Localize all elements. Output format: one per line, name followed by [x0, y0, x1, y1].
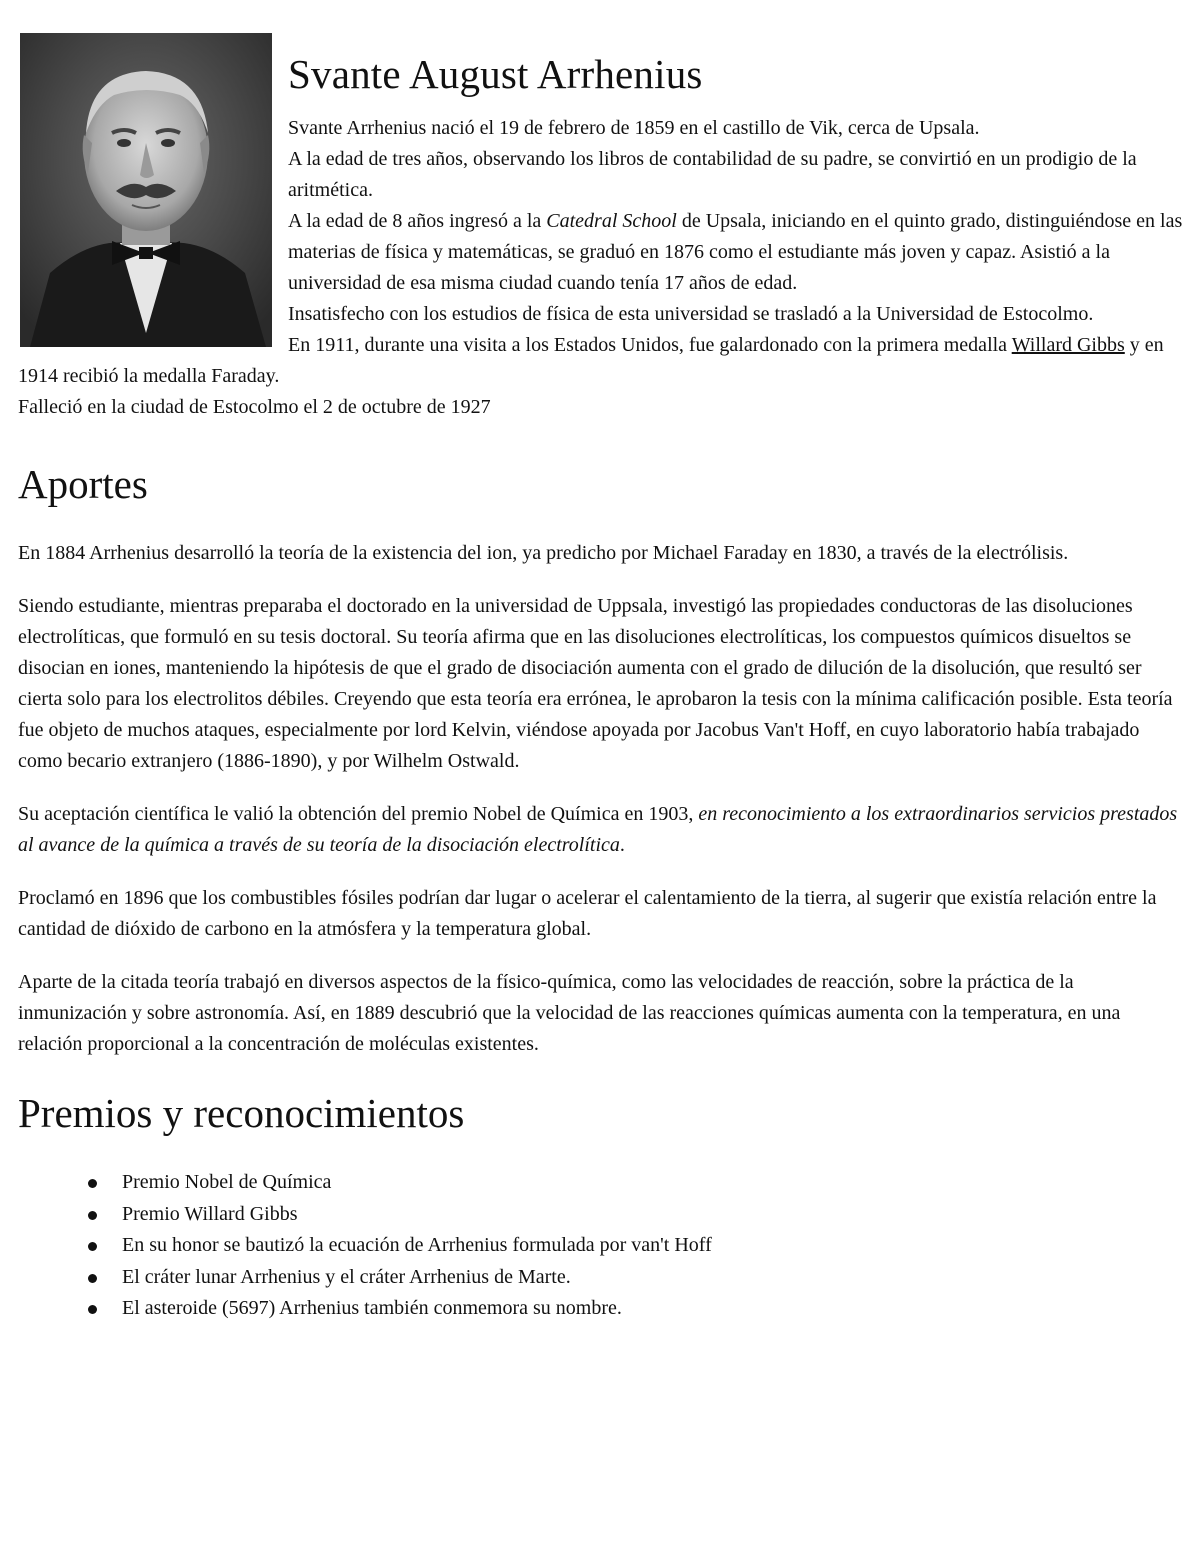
aportes-nobel-text-before: Su aceptación científica le valió la obtención del premio Nobel de Química en 1903,: [18, 803, 699, 825]
aportes-paragraph-thesis: Siendo estudiante, mientras preparaba el doctorado en la universidad de Uppsala, investigó las propiedades conductoras de las disoluciones electrolíticas, que formuló en su tesis doctoral. Su teoría afirma que en las disoluciones electrolíticas, los compuestos químicos disueltos se disocian en iones, manteniendo la hipótesis de que el grado de disociación aumenta con el grado de dilución de la disolución, que resultó ser cierta solo para los electrolitos débiles. Creyendo que esta teoría era errónea, le aprobaron la tesis con la mínima calificación posible. Esta teoría fue objeto de muchos ataques, especialmente por lord Kelvin, viéndose apoyada por Jacobus Van't Hoff, en cuyo laboratorio había trabajado como becario extranjero (1886-1890), y por Wilhelm Ostwald.: [18, 595, 1173, 772]
aportes-paragraph-nobel: [18, 799, 1186, 861]
bio-paragraph-birth: Svante Arrhenius nació el 19 de febrero de 1859 en el castillo de Vik, cerca de Upsala.: [288, 117, 980, 139]
bio-paragraph-death: Falleció en la ciudad de Estocolmo el 2 de octubre de 1927: [18, 396, 491, 418]
bullet-icon: [88, 1179, 97, 1188]
bullet-icon: [88, 1242, 97, 1251]
bullet-icon: [88, 1274, 97, 1283]
bullet-icon: [88, 1305, 97, 1314]
aportes-paragraph-climate: Proclamó en 1896 que los combustibles fósiles podrían dar lugar o acelerar el calentamiento de la tierra, al sugerir que existía relación entre la cantidad de dióxido de carbono en la atmósfera y la temperatura global.: [18, 887, 1157, 940]
aportes-paragraph-ion: En 1884 Arrhenius desarrolló la teoría de la existencia del ion, ya predicho por Michael Faraday en 1830, a través de la electrólisis.: [18, 542, 1069, 564]
list-item-text: En su honor se bautizó la ecuación de Arrhenius formulada por van't Hoff: [122, 1234, 712, 1256]
portrait-photo: [20, 33, 272, 347]
bio-paragraph-childhood: A la edad de tres años, observando los libros de contabilidad de su padre, se convirtió en un prodigio de la aritmética.: [288, 148, 1137, 201]
willard-gibbs-link[interactable]: Willard Gibbs: [1011, 334, 1125, 356]
list-item-text: El cráter lunar Arrhenius y el cráter Arrhenius de Marte.: [122, 1265, 571, 1288]
premios-heading: Premios y reconocimientos: [18, 1090, 465, 1136]
aportes-nobel-citation: en reconocimiento a los extraordinarios servicios prestados al avance de la química a través de su teoría de la disociación electrolítica: [18, 803, 1178, 856]
bullet-icon: [88, 1211, 97, 1220]
aportes-section: [18, 538, 1186, 1060]
aportes-heading: Aportes: [18, 461, 148, 507]
page-title: Svante August Arrhenius: [288, 51, 703, 97]
list-item: [86, 1199, 1186, 1231]
list-item: [86, 1293, 1186, 1325]
aportes-paragraph-kinetics: Aparte de la citada teoría trabajó en diversos aspectos de la físico-química, como las velocidades de reacción, sobre la práctica de la inmunización y sobre astronomía. Así, en 1889 descubrió que la velocidad de las reacciones químicas aumenta con la temperatura, en una relación proporcional a la concentración de moléculas existentes.: [18, 971, 1121, 1055]
list-item: [86, 1230, 1186, 1262]
list-item-text: Premio Nobel de Química: [122, 1171, 332, 1193]
list-item-text: El asteroide (5697) Arrhenius también conmemora su nombre.: [122, 1297, 622, 1319]
list-item: [86, 1262, 1186, 1294]
bio-paragraph-university: Insatisfecho con los estudios de física de esta universidad se trasladó a la Universidad de Estocolmo.: [288, 303, 1094, 325]
list-item-text: Premio Willard Gibbs: [122, 1202, 298, 1225]
portrait-illustration: [20, 33, 272, 347]
bio-school-text-after: de Upsala, iniciando en el quinto grado, distinguiéndose en las materias de física y matemáticas, se graduó en 1876 como el estudiante más joven y capaz. Asistió a la universidad de esa misma ciudad cuando tenía 17 años de edad.: [288, 210, 1183, 294]
bio-medals-text-after: y en 1914 recibió la medalla Faraday.: [18, 334, 1164, 387]
aportes-nobel-text-after: .: [619, 834, 625, 856]
premios-list: [18, 1167, 1186, 1325]
list-item: [86, 1167, 1186, 1199]
bio-school-name: Catedral School: [546, 210, 677, 232]
bio-medals-text-before: En 1911, durante una visita a los Estados Unidos, fue galardonado con la primera medalla: [288, 334, 1012, 356]
bio-school-text-before: A la edad de 8 años ingresó a la: [288, 210, 547, 232]
document-page: [18, 33, 1186, 1325]
